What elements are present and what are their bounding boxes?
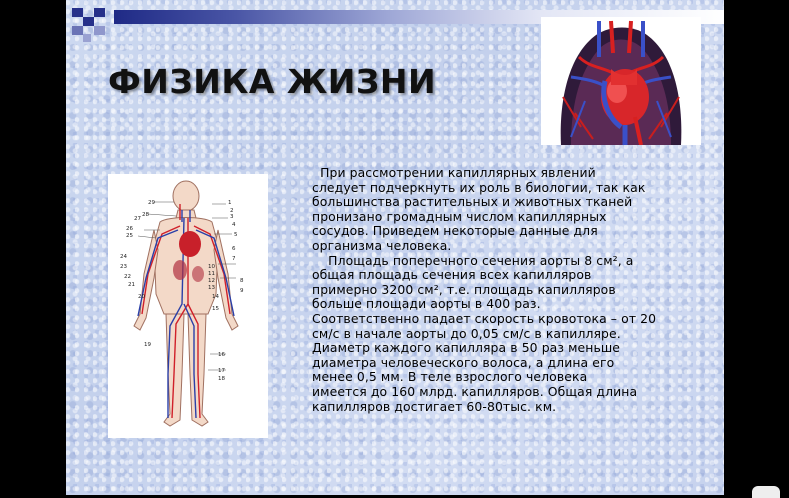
svg-text:11: 11 xyxy=(208,271,215,277)
text-line: примерно 3200 см², т.е. площадь капилляров xyxy=(312,281,616,297)
svg-text:4: 4 xyxy=(232,222,236,228)
text-line: следует подчеркнуть их роль в биологии, так как xyxy=(312,179,646,195)
svg-text:12: 12 xyxy=(208,278,215,284)
svg-text:26: 26 xyxy=(126,226,133,232)
text-line: капилляров достигает 60-80тыс. км. xyxy=(312,398,557,414)
slide-body-text xyxy=(312,166,694,414)
svg-text:3: 3 xyxy=(230,214,234,220)
svg-text:20: 20 xyxy=(138,294,145,300)
svg-text:21: 21 xyxy=(128,282,135,288)
text-line: большинства растительных и животных тканей xyxy=(312,194,633,210)
svg-text:17: 17 xyxy=(218,368,225,374)
svg-text:19: 19 xyxy=(144,342,151,348)
checker-pattern xyxy=(72,8,116,42)
svg-text:8: 8 xyxy=(240,278,244,284)
svg-text:25: 25 xyxy=(126,233,133,239)
text-line: общая площадь сечения всех капилляров xyxy=(312,267,592,283)
text-line: имеется до 160 млрд. капилляров. Общая длина xyxy=(312,383,638,399)
text-line: Диаметр каждого капилляра в 50 раз меньше xyxy=(312,340,621,356)
text-line: пронизано громадным числом капиллярных xyxy=(312,208,607,224)
svg-text:23: 23 xyxy=(120,264,127,270)
text-line: менее 0,5 мм. В теле взрослого человека xyxy=(312,369,588,385)
text-line: сосудов. Приведем некоторые данные для xyxy=(312,223,598,239)
svg-text:22: 22 xyxy=(124,274,131,280)
svg-text:10: 10 xyxy=(208,264,215,270)
svg-text:16: 16 xyxy=(218,352,225,358)
svg-text:15: 15 xyxy=(212,306,219,312)
svg-text:18: 18 xyxy=(218,376,225,382)
svg-text:6: 6 xyxy=(232,246,236,252)
heart-vessels-image xyxy=(541,17,701,145)
svg-text:7: 7 xyxy=(232,256,236,262)
svg-text:2: 2 xyxy=(230,208,234,214)
text-line: Соответственно падает скорость кровотока – от 20 xyxy=(312,310,657,326)
corner-control[interactable] xyxy=(752,486,780,498)
svg-text:5: 5 xyxy=(234,232,238,238)
slide xyxy=(66,0,724,495)
text-line: см/с в начале аорты до 0,05 см/с в капилляре. xyxy=(312,325,621,341)
svg-text:29: 29 xyxy=(148,200,155,206)
svg-text:1: 1 xyxy=(228,200,232,206)
text-line: При рассмотрении капиллярных явлений xyxy=(312,165,596,180)
circulatory-system-diagram xyxy=(108,174,268,438)
svg-text:13: 13 xyxy=(208,285,215,291)
svg-text:9: 9 xyxy=(240,288,244,294)
svg-text:28: 28 xyxy=(142,212,149,218)
text-line: больше площади аорты в 400 раз. xyxy=(312,296,541,312)
text-line: диаметра человеческого волоса, а длина его xyxy=(312,354,615,370)
svg-text:24: 24 xyxy=(120,254,127,260)
slide-title: ФИЗИКА ЖИЗНИ xyxy=(108,62,437,101)
svg-text:27: 27 xyxy=(134,216,141,222)
text-line: Площадь поперечного сечения аорты 8 см², а xyxy=(312,252,634,268)
svg-text:14: 14 xyxy=(212,294,219,300)
text-line: организма человека. xyxy=(312,237,452,253)
